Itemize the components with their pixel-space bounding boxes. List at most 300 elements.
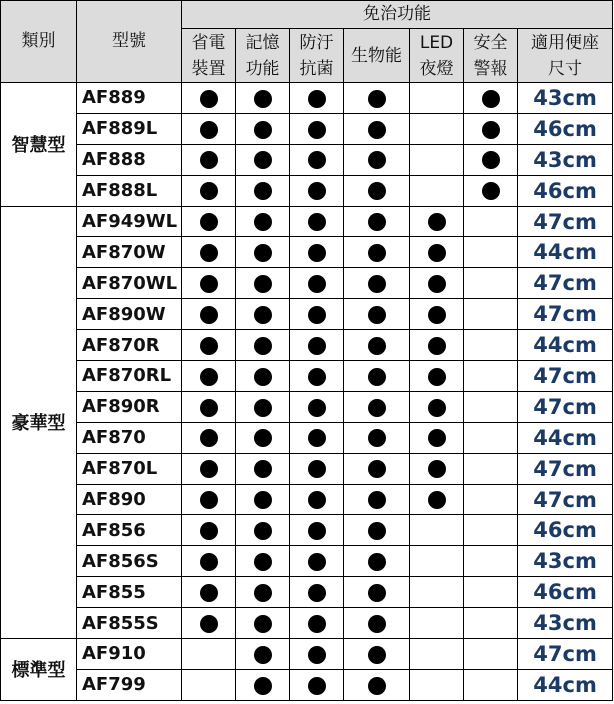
feature-cell-antibacterial xyxy=(290,608,344,639)
feature-cell-safety-alarm xyxy=(464,577,518,608)
feature-dot-icon xyxy=(254,368,272,386)
feature-cell-memory xyxy=(236,639,290,670)
feature-dot-icon xyxy=(200,368,218,386)
feature-cell-power-saving xyxy=(182,330,236,361)
feature-cell-memory xyxy=(236,237,290,268)
model-cell: AF890W xyxy=(77,299,182,330)
feature-cell-memory xyxy=(236,453,290,484)
feature-cell-power-saving xyxy=(182,577,236,608)
feature-cell-led-night-light xyxy=(410,484,464,515)
feature-dot-icon xyxy=(368,244,386,262)
feature-cell-antibacterial xyxy=(290,639,344,670)
feature-cell-memory xyxy=(236,299,290,330)
feature-header-line: 生物能 xyxy=(351,45,402,66)
feature-cell-power-saving xyxy=(182,144,236,175)
feature-cell-bio-energy xyxy=(344,639,410,670)
feature-cell-safety-alarm xyxy=(464,330,518,361)
feature-dot-icon xyxy=(308,646,326,664)
feature-cell-power-saving xyxy=(182,113,236,144)
feature-cell-led-night-light xyxy=(410,330,464,361)
table-row xyxy=(1,361,613,392)
feature-cell-safety-alarm xyxy=(464,669,518,700)
feature-dot-icon xyxy=(368,615,386,633)
feature-dot-icon xyxy=(428,399,446,417)
feature-cell-power-saving xyxy=(182,453,236,484)
model-cell: AF888L xyxy=(77,175,182,206)
feature-cell-memory xyxy=(236,577,290,608)
feature-dot-icon xyxy=(308,368,326,386)
feature-dot-icon xyxy=(428,460,446,478)
feature-cell-safety-alarm xyxy=(464,144,518,175)
feature-dot-icon xyxy=(428,244,446,262)
feature-dot-icon xyxy=(200,306,218,324)
feature-dot-icon xyxy=(308,491,326,509)
feature-cell-power-saving xyxy=(182,391,236,422)
model-cell: AF949WL xyxy=(77,206,182,237)
feature-cell-bio-energy xyxy=(344,144,410,175)
features-group-header: 免治功能 xyxy=(182,1,613,29)
feature-header-line: LED xyxy=(419,32,454,53)
size-cell: 47cm xyxy=(518,453,613,484)
model-cell: AF890R xyxy=(77,391,182,422)
feature-dot-icon xyxy=(254,182,272,200)
feature-header-antibacterial xyxy=(290,29,344,83)
feature-cell-bio-energy xyxy=(344,422,410,453)
feature-cell-antibacterial xyxy=(290,144,344,175)
feature-cell-antibacterial xyxy=(290,361,344,392)
size-cell: 44cm xyxy=(518,237,613,268)
feature-cell-bio-energy xyxy=(344,299,410,330)
table-row xyxy=(1,83,613,114)
feature-cell-led-night-light xyxy=(410,608,464,639)
feature-cell-safety-alarm xyxy=(464,515,518,546)
feature-cell-antibacterial xyxy=(290,546,344,577)
feature-dot-icon xyxy=(200,460,218,478)
feature-dot-icon xyxy=(368,182,386,200)
feature-cell-antibacterial xyxy=(290,484,344,515)
category-cell: 標準型 xyxy=(1,639,77,701)
feature-dot-icon xyxy=(368,213,386,231)
feature-dot-icon xyxy=(254,553,272,571)
feature-header-line: 警報 xyxy=(473,58,508,79)
feature-dot-icon xyxy=(254,275,272,293)
feature-dot-icon xyxy=(254,121,272,139)
model-cell: AF889L xyxy=(77,113,182,144)
model-cell: AF856 xyxy=(77,515,182,546)
table-header xyxy=(1,1,613,83)
feature-cell-safety-alarm xyxy=(464,268,518,299)
feature-dot-icon xyxy=(308,275,326,293)
feature-dot-icon xyxy=(428,368,446,386)
feature-dot-icon xyxy=(200,151,218,169)
feature-dot-icon xyxy=(200,90,218,108)
category-header: 類別 xyxy=(1,1,77,83)
table-row xyxy=(1,546,613,577)
feature-dot-icon xyxy=(308,90,326,108)
table-row xyxy=(1,453,613,484)
table-row xyxy=(1,577,613,608)
feature-cell-power-saving xyxy=(182,422,236,453)
table-row xyxy=(1,237,613,268)
feature-cell-power-saving xyxy=(182,484,236,515)
size-cell: 47cm xyxy=(518,391,613,422)
size-cell: 44cm xyxy=(518,669,613,700)
feature-header-line: 裝置 xyxy=(191,58,226,79)
size-cell: 44cm xyxy=(518,422,613,453)
feature-cell-memory xyxy=(236,175,290,206)
feature-dot-icon xyxy=(254,646,272,664)
feature-dot-icon xyxy=(308,522,326,540)
feature-cell-bio-energy xyxy=(344,330,410,361)
feature-cell-led-night-light xyxy=(410,639,464,670)
feature-cell-memory xyxy=(236,608,290,639)
feature-dot-icon xyxy=(200,337,218,355)
feature-cell-power-saving xyxy=(182,669,236,700)
feature-dot-icon xyxy=(368,399,386,417)
feature-dot-icon xyxy=(308,244,326,262)
model-cell: AF889 xyxy=(77,83,182,114)
size-cell: 43cm xyxy=(518,144,613,175)
category-cell: 豪華型 xyxy=(1,206,77,638)
feature-dot-icon xyxy=(308,584,326,602)
feature-dot-icon xyxy=(308,615,326,633)
feature-cell-antibacterial xyxy=(290,391,344,422)
feature-dot-icon xyxy=(428,306,446,324)
feature-cell-memory xyxy=(236,391,290,422)
model-cell: AF870L xyxy=(77,453,182,484)
feature-dot-icon xyxy=(200,182,218,200)
table-row xyxy=(1,268,613,299)
feature-dot-icon xyxy=(308,182,326,200)
feature-dot-icon xyxy=(368,460,386,478)
feature-cell-led-night-light xyxy=(410,175,464,206)
feature-dot-icon xyxy=(482,182,500,200)
size-cell: 46cm xyxy=(518,175,613,206)
table-row xyxy=(1,206,613,237)
feature-cell-bio-energy xyxy=(344,453,410,484)
feature-dot-icon xyxy=(254,151,272,169)
feature-dot-icon xyxy=(368,429,386,447)
category-cell: 智慧型 xyxy=(1,83,77,207)
table-row xyxy=(1,391,613,422)
feature-dot-icon xyxy=(368,151,386,169)
feature-cell-led-night-light xyxy=(410,83,464,114)
feature-dot-icon xyxy=(254,677,272,695)
feature-cell-power-saving xyxy=(182,515,236,546)
size-cell: 47cm xyxy=(518,206,613,237)
feature-dot-icon xyxy=(200,491,218,509)
feature-dot-icon xyxy=(308,553,326,571)
feature-cell-bio-energy xyxy=(344,206,410,237)
model-cell: AF890 xyxy=(77,484,182,515)
model-cell: AF855S xyxy=(77,608,182,639)
feature-cell-led-night-light xyxy=(410,515,464,546)
feature-cell-memory xyxy=(236,361,290,392)
model-cell: AF799 xyxy=(77,669,182,700)
feature-dot-icon xyxy=(368,677,386,695)
model-cell: AF870WL xyxy=(77,268,182,299)
feature-cell-safety-alarm xyxy=(464,453,518,484)
model-cell: AF888 xyxy=(77,144,182,175)
feature-cell-power-saving xyxy=(182,299,236,330)
feature-dot-icon xyxy=(428,213,446,231)
feature-cell-safety-alarm xyxy=(464,206,518,237)
feature-cell-safety-alarm xyxy=(464,175,518,206)
feature-cell-led-night-light xyxy=(410,237,464,268)
size-cell: 44cm xyxy=(518,330,613,361)
feature-dot-icon xyxy=(368,584,386,602)
size-header xyxy=(518,29,613,83)
feature-dot-icon xyxy=(254,337,272,355)
feature-cell-bio-energy xyxy=(344,546,410,577)
feature-dot-icon xyxy=(368,491,386,509)
feature-dot-icon xyxy=(200,244,218,262)
feature-cell-antibacterial xyxy=(290,268,344,299)
feature-dot-icon xyxy=(368,306,386,324)
size-cell: 43cm xyxy=(518,83,613,114)
feature-dot-icon xyxy=(254,90,272,108)
model-cell: AF870W xyxy=(77,237,182,268)
table-row xyxy=(1,299,613,330)
feature-dot-icon xyxy=(200,522,218,540)
feature-cell-antibacterial xyxy=(290,515,344,546)
feature-cell-led-night-light xyxy=(410,299,464,330)
feature-dot-icon xyxy=(368,121,386,139)
feature-cell-led-night-light xyxy=(410,144,464,175)
feature-cell-antibacterial xyxy=(290,669,344,700)
feature-dot-icon xyxy=(368,646,386,664)
table-body xyxy=(1,83,613,701)
size-cell: 43cm xyxy=(518,546,613,577)
feature-cell-bio-energy xyxy=(344,515,410,546)
size-cell: 47cm xyxy=(518,361,613,392)
feature-cell-bio-energy xyxy=(344,237,410,268)
feature-header-memory xyxy=(236,29,290,83)
feature-cell-memory xyxy=(236,422,290,453)
feature-dot-icon xyxy=(368,90,386,108)
model-cell: AF870R xyxy=(77,330,182,361)
feature-cell-antibacterial xyxy=(290,175,344,206)
table-row xyxy=(1,484,613,515)
feature-dot-icon xyxy=(482,90,500,108)
feature-cell-antibacterial xyxy=(290,422,344,453)
feature-cell-power-saving xyxy=(182,546,236,577)
feature-dot-icon xyxy=(428,275,446,293)
feature-cell-antibacterial xyxy=(290,113,344,144)
feature-cell-led-night-light xyxy=(410,422,464,453)
feature-dot-icon xyxy=(200,213,218,231)
feature-header-line: 記憶 xyxy=(245,32,280,53)
feature-cell-antibacterial xyxy=(290,299,344,330)
size-cell: 47cm xyxy=(518,639,613,670)
size-cell: 47cm xyxy=(518,299,613,330)
feature-dot-icon xyxy=(254,460,272,478)
feature-cell-safety-alarm xyxy=(464,299,518,330)
feature-dot-icon xyxy=(254,522,272,540)
feature-cell-led-night-light xyxy=(410,669,464,700)
size-cell: 47cm xyxy=(518,268,613,299)
feature-dot-icon xyxy=(308,151,326,169)
feature-cell-safety-alarm xyxy=(464,484,518,515)
feature-dot-icon xyxy=(368,275,386,293)
feature-header-safety-alarm xyxy=(464,29,518,83)
feature-cell-memory xyxy=(236,515,290,546)
feature-dot-icon xyxy=(308,677,326,695)
model-cell: AF910 xyxy=(77,639,182,670)
table-row xyxy=(1,669,613,700)
feature-cell-bio-energy xyxy=(344,175,410,206)
feature-dot-icon xyxy=(428,429,446,447)
feature-dot-icon xyxy=(308,460,326,478)
feature-dot-icon xyxy=(308,121,326,139)
feature-dot-icon xyxy=(308,306,326,324)
feature-dot-icon xyxy=(254,615,272,633)
model-cell: AF870 xyxy=(77,422,182,453)
feature-header-line: 夜燈 xyxy=(419,58,454,79)
size-header-line: 適用便座 xyxy=(531,32,600,53)
feature-cell-safety-alarm xyxy=(464,391,518,422)
feature-header-line: 省電 xyxy=(191,32,226,53)
feature-cell-antibacterial xyxy=(290,577,344,608)
model-cell: AF870RL xyxy=(77,361,182,392)
feature-dot-icon xyxy=(254,213,272,231)
size-cell: 46cm xyxy=(518,515,613,546)
feature-cell-memory xyxy=(236,484,290,515)
feature-cell-memory xyxy=(236,546,290,577)
feature-header-led-night-light xyxy=(410,29,464,83)
feature-cell-bio-energy xyxy=(344,484,410,515)
table-row xyxy=(1,515,613,546)
feature-cell-power-saving xyxy=(182,237,236,268)
feature-cell-led-night-light xyxy=(410,577,464,608)
model-cell: AF855 xyxy=(77,577,182,608)
feature-cell-bio-energy xyxy=(344,83,410,114)
feature-cell-led-night-light xyxy=(410,206,464,237)
feature-cell-bio-energy xyxy=(344,608,410,639)
feature-dot-icon xyxy=(368,522,386,540)
feature-cell-led-night-light xyxy=(410,113,464,144)
feature-cell-bio-energy xyxy=(344,113,410,144)
feature-cell-safety-alarm xyxy=(464,237,518,268)
feature-cell-power-saving xyxy=(182,206,236,237)
feature-cell-antibacterial xyxy=(290,237,344,268)
feature-cell-bio-energy xyxy=(344,361,410,392)
table-row xyxy=(1,144,613,175)
feature-cell-safety-alarm xyxy=(464,361,518,392)
feature-cell-power-saving xyxy=(182,268,236,299)
feature-dot-icon xyxy=(254,306,272,324)
feature-dot-icon xyxy=(308,337,326,355)
feature-cell-bio-energy xyxy=(344,391,410,422)
feature-dot-icon xyxy=(308,399,326,417)
feature-dot-icon xyxy=(200,399,218,417)
feature-dot-icon xyxy=(200,615,218,633)
feature-dot-icon xyxy=(254,399,272,417)
feature-dot-icon xyxy=(308,213,326,231)
feature-dot-icon xyxy=(482,151,500,169)
feature-cell-safety-alarm xyxy=(464,608,518,639)
feature-cell-bio-energy xyxy=(344,268,410,299)
feature-dot-icon xyxy=(254,491,272,509)
feature-cell-safety-alarm xyxy=(464,546,518,577)
feature-cell-memory xyxy=(236,83,290,114)
model-cell: AF856S xyxy=(77,546,182,577)
feature-cell-led-night-light xyxy=(410,546,464,577)
feature-cell-antibacterial xyxy=(290,330,344,361)
feature-cell-power-saving xyxy=(182,83,236,114)
feature-cell-safety-alarm xyxy=(464,83,518,114)
feature-cell-bio-energy xyxy=(344,577,410,608)
model-header: 型號 xyxy=(77,1,182,83)
feature-dot-icon xyxy=(308,429,326,447)
feature-cell-led-night-light xyxy=(410,453,464,484)
feature-dot-icon xyxy=(200,275,218,293)
feature-dot-icon xyxy=(254,584,272,602)
feature-cell-antibacterial xyxy=(290,83,344,114)
table-row xyxy=(1,422,613,453)
feature-cell-power-saving xyxy=(182,361,236,392)
feature-dot-icon xyxy=(482,121,500,139)
feature-header-line: 功能 xyxy=(245,58,280,79)
feature-dot-icon xyxy=(254,429,272,447)
feature-cell-safety-alarm xyxy=(464,422,518,453)
feature-dot-icon xyxy=(200,553,218,571)
table-row xyxy=(1,113,613,144)
feature-cell-memory xyxy=(236,268,290,299)
feature-cell-antibacterial xyxy=(290,206,344,237)
feature-cell-memory xyxy=(236,144,290,175)
feature-cell-memory xyxy=(236,113,290,144)
feature-cell-safety-alarm xyxy=(464,113,518,144)
feature-dot-icon xyxy=(200,121,218,139)
feature-header-bio-energy xyxy=(344,29,410,83)
feature-cell-memory xyxy=(236,206,290,237)
feature-header-line: 抗菌 xyxy=(299,58,334,79)
feature-dot-icon xyxy=(368,368,386,386)
feature-cell-bio-energy xyxy=(344,669,410,700)
feature-cell-power-saving xyxy=(182,608,236,639)
feature-cell-antibacterial xyxy=(290,453,344,484)
feature-cell-safety-alarm xyxy=(464,639,518,670)
size-cell: 43cm xyxy=(518,608,613,639)
size-cell: 46cm xyxy=(518,113,613,144)
table-row xyxy=(1,608,613,639)
table-row xyxy=(1,175,613,206)
size-cell: 46cm xyxy=(518,577,613,608)
table-row xyxy=(1,639,613,670)
size-cell: 47cm xyxy=(518,484,613,515)
feature-dot-icon xyxy=(428,491,446,509)
feature-dot-icon xyxy=(428,337,446,355)
feature-cell-memory xyxy=(236,669,290,700)
table-row xyxy=(1,330,613,361)
feature-dot-icon xyxy=(200,429,218,447)
feature-cell-led-night-light xyxy=(410,361,464,392)
size-header-line: 尺寸 xyxy=(548,58,583,79)
feature-header-line: 防汙 xyxy=(299,32,334,53)
feature-cell-led-night-light xyxy=(410,391,464,422)
feature-dot-icon xyxy=(368,553,386,571)
feature-header-line: 安全 xyxy=(473,32,508,53)
feature-dot-icon xyxy=(368,337,386,355)
feature-dot-icon xyxy=(200,584,218,602)
feature-cell-power-saving xyxy=(182,175,236,206)
feature-dot-icon xyxy=(254,244,272,262)
feature-cell-power-saving xyxy=(182,639,236,670)
feature-cell-memory xyxy=(236,330,290,361)
feature-header-power-saving xyxy=(182,29,236,83)
feature-cell-led-night-light xyxy=(410,268,464,299)
